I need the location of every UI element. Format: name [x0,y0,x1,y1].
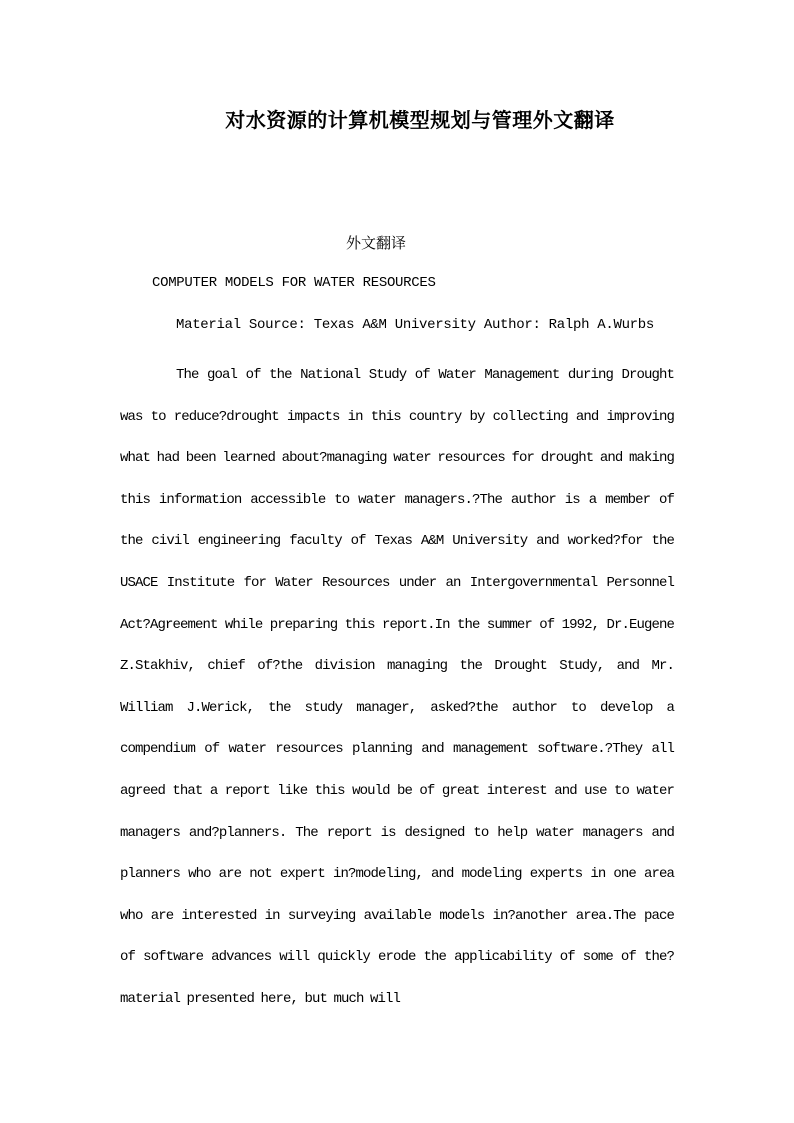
article-heading: COMPUTER MODELS FOR WATER RESOURCES [152,275,436,291]
document-title: 对水资源的计算机模型规划与管理外文翻译 [225,108,615,132]
source-line: Material Source: Texas A&M University Author: Ralph A.Wurbs [176,317,654,333]
document-subtitle: 外文翻译 [345,234,406,252]
body-paragraph: The goal of the National Study of Water Management during Drought was to reduce?drought impacts in this country by collecting and improving what had been learned about?managing water resources for drought and making this information accessible to water managers.?The author is a member of the civil engineering faculty of Texas A&M University and worked?for the USACE Institute for Water Resources under an Intergovernmental Personnel Act?Agreement while preparing this report.In the summer of 1992, Dr.Eugene Z.Stakhiv, chief of?the division managing the Drought Study, and Mr. William J.Werick, the study manager, asked?the author to develop a compendium of water resources planning and management software.?They all agreed that a report like this would be of great interest and use to water managers and?planners. The report is designed to help water managers and planners who are not expert in?modeling, and modeling experts in one area who are interested in surveying available models in?another area.The pace of software advances will quickly erode the applicability of some of the?material presented here, but much will [120,367,674,1007]
